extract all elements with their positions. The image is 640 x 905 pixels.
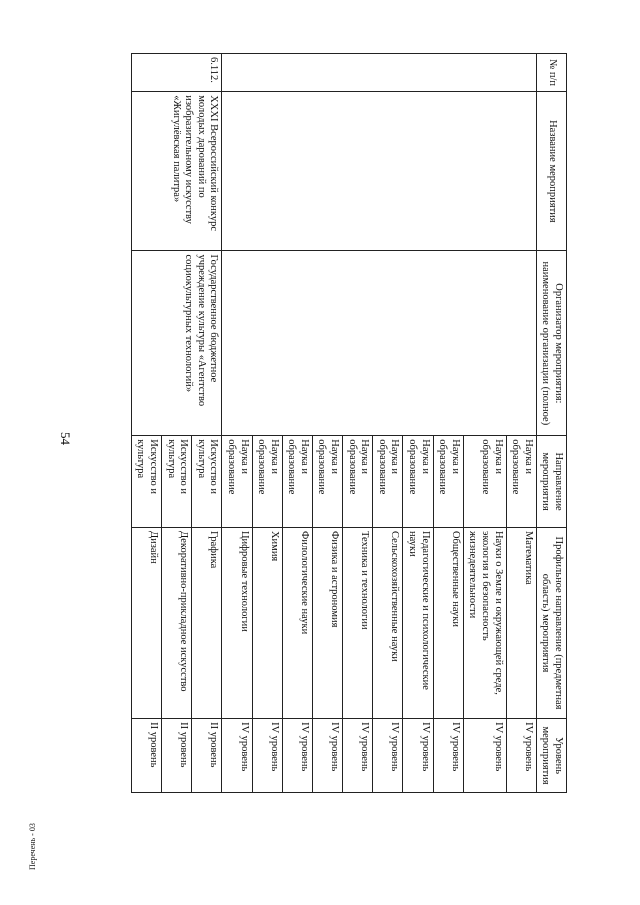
cell-level: IV уровень	[312, 719, 342, 793]
cell-profile: Педагогические и психологические науки	[403, 527, 433, 718]
cell-level: IV уровень	[252, 719, 282, 793]
entry-num: 6.112.	[131, 54, 222, 92]
header-num: № п/п	[536, 54, 566, 92]
cell-direction: Искусство и культура	[161, 436, 191, 528]
cell-direction: Наука и образование	[222, 436, 252, 528]
cell-profile: Декоративно-прикладное искусство	[161, 527, 191, 718]
header-direction: Направление мероприятия	[536, 436, 566, 528]
cell-profile: Дизайн	[131, 527, 161, 718]
cell-direction: Наука и образование	[282, 436, 312, 528]
entry-organizer: Государственное бюджетное учреждение культуры «Агентство социокультурных технологий»	[131, 251, 222, 436]
table-header-row	[536, 54, 566, 793]
page-number: 54	[58, 432, 73, 445]
cell-level: II уровень	[131, 719, 161, 793]
cell-profile: Филологические науки	[282, 527, 312, 718]
cell-level: II уровень	[161, 719, 191, 793]
cell-direction: Искусство и культура	[131, 436, 161, 528]
cell-level: IV уровень	[282, 719, 312, 793]
cell-profile: Науки о Земле и окружающей среде, экология и безопасность жизнедеятельности	[463, 527, 506, 718]
cell-profile: Общественные науки	[433, 527, 463, 718]
cell-direction: Наука и образование	[343, 436, 373, 528]
cell-direction: Наука и образование	[312, 436, 342, 528]
rotated-table-container	[117, 53, 567, 793]
cell-profile: Сельскохозяйственные науки	[373, 527, 403, 718]
cell-direction: Наука и образование	[252, 436, 282, 528]
table-row	[192, 54, 222, 793]
cell-level: II уровень	[192, 719, 222, 793]
header-organizer: Организатор мероприятия: наименование организации (полное)	[536, 251, 566, 436]
cell-level: IV уровень	[222, 719, 252, 793]
entry-name: XXXI Всероссийский конкурс молодых дарований по изобразительному искусству «Жигулёвская палитра»	[131, 92, 222, 251]
cell-level: IV уровень	[343, 719, 373, 793]
cell-num-empty	[222, 54, 536, 92]
header-name: Название мероприятия	[536, 92, 566, 251]
cell-profile: Техника и технологии	[343, 527, 373, 718]
cell-profile: Графика	[192, 527, 222, 718]
cell-level: IV уровень	[433, 719, 463, 793]
cell-direction: Наука и образование	[433, 436, 463, 528]
footer-note: Перечень - 03	[28, 823, 37, 870]
cell-profile: Цифровые технологии	[222, 527, 252, 718]
header-level: Уровень мероприятия	[536, 719, 566, 793]
header-profile: Профильное направление (предметная область) мероприятия	[536, 527, 566, 718]
cell-profile: Математика	[506, 527, 536, 718]
table-row	[506, 54, 536, 793]
cell-direction: Наука и образование	[463, 436, 506, 528]
cell-level: IV уровень	[373, 719, 403, 793]
cell-direction: Искусство и культура	[192, 436, 222, 528]
cell-direction: Наука и образование	[506, 436, 536, 528]
cell-profile: Химия	[252, 527, 282, 718]
cell-level: IV уровень	[506, 719, 536, 793]
cell-name-empty	[222, 92, 536, 251]
cell-level: IV уровень	[463, 719, 506, 793]
events-table	[131, 53, 567, 793]
cell-profile: Физика и астрономия	[312, 527, 342, 718]
cell-organizer-empty	[222, 251, 536, 436]
cell-direction: Наука и образование	[373, 436, 403, 528]
cell-direction: Наука и образование	[403, 436, 433, 528]
cell-level: IV уровень	[403, 719, 433, 793]
